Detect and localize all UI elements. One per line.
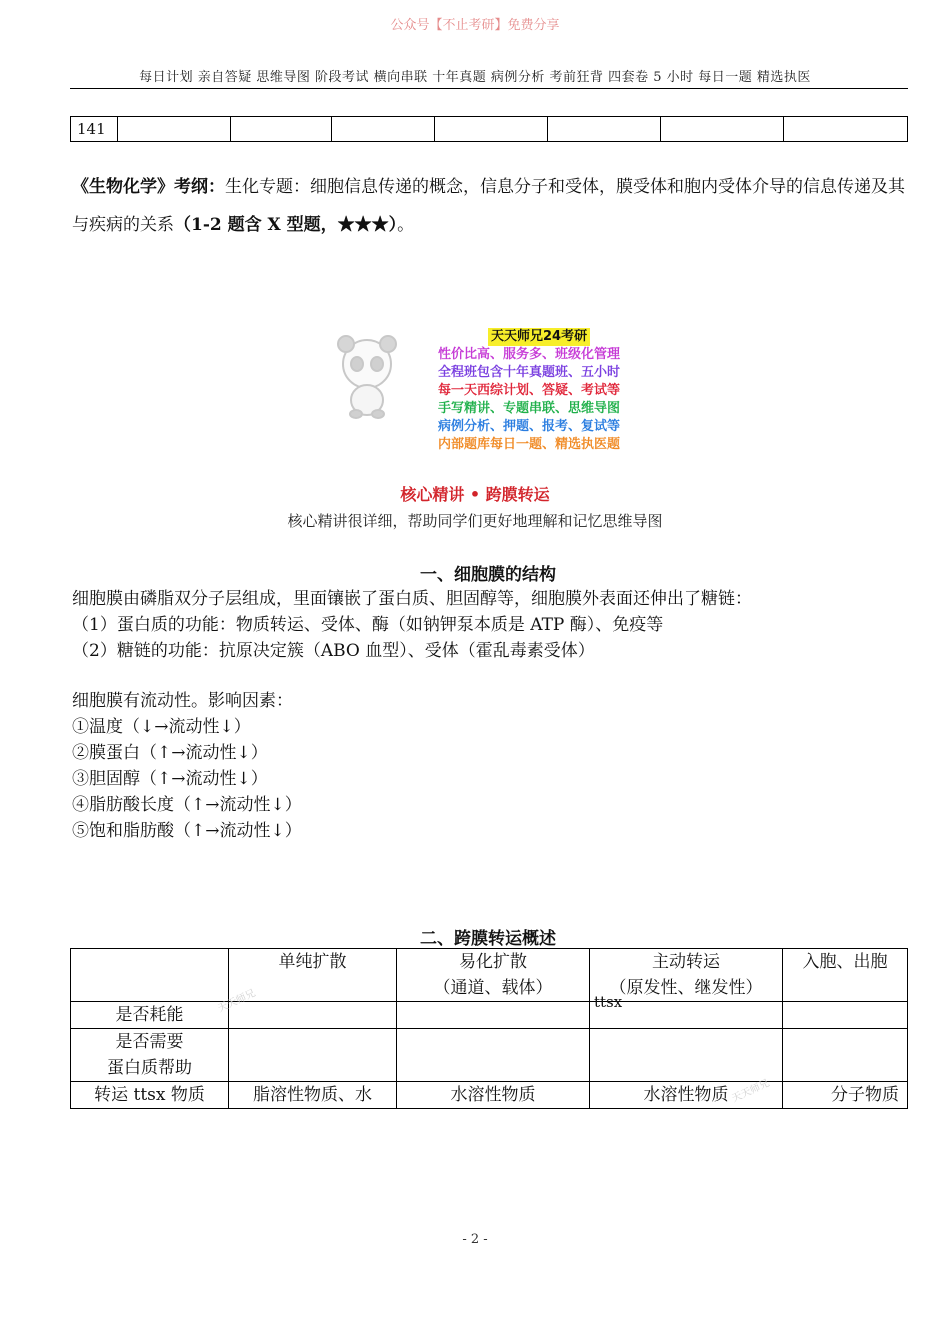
fluidity-factors bbox=[72, 688, 672, 844]
row-label: 是否耗能 bbox=[71, 1002, 229, 1029]
table-header-cell bbox=[71, 949, 229, 1002]
fluidity-factor: ②膜蛋白（↑→流动性↓） bbox=[72, 743, 268, 763]
header-sub: （原发性、继发性） bbox=[609, 978, 763, 998]
table-cell: 脂溶性物质、水 bbox=[229, 1082, 397, 1109]
header-rule bbox=[70, 88, 908, 89]
table-cell bbox=[548, 117, 661, 142]
table-cell: 水溶性物质 bbox=[590, 1082, 783, 1109]
table-row bbox=[71, 117, 908, 142]
fluidity-factor: ⑤饱和脂肪酸（↑→流动性↓） bbox=[72, 821, 302, 841]
table-cell bbox=[661, 117, 784, 142]
row-label: 是否需要 蛋白质帮助 bbox=[71, 1029, 229, 1082]
table-cell bbox=[783, 1002, 908, 1029]
outline-tail: （1-2 题含 X 型题，★★★） bbox=[174, 215, 398, 235]
section-title: 核心精讲 • 跨膜转运 bbox=[400, 485, 550, 504]
heading-membrane-structure: 一、细胞膜的结构 bbox=[420, 565, 556, 585]
promo-line: 病例分析、押题、报考、复试等 bbox=[438, 419, 621, 434]
header-main: 易化扩散 bbox=[459, 952, 527, 972]
panda-mascot-icon bbox=[326, 330, 408, 420]
header-main: 入胞、出胞 bbox=[802, 952, 888, 972]
promo-line: 内部题库每日一题、精选执医题 bbox=[438, 437, 621, 452]
transport-table bbox=[70, 948, 908, 1109]
header-main: 主动转运 bbox=[652, 952, 720, 972]
table-header-cell bbox=[783, 949, 908, 1002]
table-cell: ttsx bbox=[590, 994, 783, 1021]
promo-title: 天天师兄24考研 bbox=[488, 328, 590, 346]
table-cell: 水溶性物质 bbox=[397, 1082, 590, 1109]
table-cell bbox=[229, 1002, 397, 1029]
paragraph-line: 细胞膜由磷脂双分子层组成，里面镶嵌了蛋白质、胆固醇等，细胞膜外表面还伸出了糖链： bbox=[72, 589, 752, 609]
promo-line: 全程班包含十年真题班、五小时 bbox=[438, 365, 621, 380]
continuation-table bbox=[70, 116, 908, 142]
table-cell bbox=[784, 117, 908, 142]
table-cell bbox=[783, 1029, 908, 1082]
table-cell bbox=[397, 1029, 590, 1082]
section-subtitle: 核心精讲很详细，帮助同学们更好地理解和记忆思维导图 bbox=[287, 512, 663, 530]
page-number: - 2 - bbox=[462, 1232, 488, 1247]
heading-transport-overview: 二、跨膜转运概述 bbox=[420, 929, 556, 949]
header-tagline: 每日计划 亲自答疑 思维导图 阶段考试 横向串联 十年真题 病例分析 考前狂背 四套卷 5 小时 每日一题 精选执医 bbox=[139, 70, 811, 85]
table-row bbox=[71, 1082, 908, 1109]
row-label: 转运 ttsx 物质 bbox=[71, 1082, 229, 1109]
promo-line: 性价比高、服务多、班级化管理 bbox=[438, 347, 621, 362]
promo-line: 手写精讲、专题串联、思维导图 bbox=[438, 401, 621, 416]
watermark-banner: 公众号【不止考研】免费分享 bbox=[390, 18, 560, 33]
promo-line: 每一天西综计划、答疑、考试等 bbox=[438, 383, 621, 398]
table-cell bbox=[590, 1029, 783, 1082]
table-cell: 141 bbox=[71, 117, 118, 142]
ghost-watermark: 天天师兄 bbox=[216, 987, 258, 1015]
table-header-cell bbox=[397, 949, 590, 1002]
fluidity-factor: ③胆固醇（↑→流动性↓） bbox=[72, 769, 268, 789]
syllabus-outline bbox=[72, 168, 908, 244]
table-cell bbox=[229, 1029, 397, 1082]
outline-end: 。 bbox=[397, 215, 415, 235]
header-sub: （通道、载体） bbox=[433, 978, 553, 998]
fluidity-factor: ④脂肪酸长度（↑→流动性↓） bbox=[72, 795, 302, 815]
membrane-structure-text bbox=[72, 586, 908, 664]
table-cell: 分子物质 bbox=[783, 1082, 908, 1109]
paragraph-line: （2）糖链的功能：抗原决定簇（ABO 血型）、受体（霍乱毒素受体） bbox=[72, 641, 595, 661]
table-cell bbox=[332, 117, 435, 142]
outline-lead: 《生物化学》考纲： bbox=[72, 177, 225, 197]
header-main: 单纯扩散 bbox=[278, 952, 347, 972]
table-cell bbox=[231, 117, 332, 142]
outline-text: 生化专题：细胞信息传递的概念，信息分子和受体，膜受体和胞内受体介导的信息传递及其与疾病的关系 bbox=[72, 177, 905, 235]
table-cell bbox=[435, 117, 548, 142]
fluidity-factor: ①温度（↓→流动性↓） bbox=[72, 717, 251, 737]
fluidity-intro: 细胞膜有流动性。影响因素： bbox=[72, 691, 293, 711]
table-cell bbox=[397, 1002, 590, 1029]
table-row bbox=[71, 1002, 908, 1029]
table-cell bbox=[118, 117, 231, 142]
paragraph-line: （1）蛋白质的功能：物质转运、受体、酶（如钠钾泵本质是 ATP 酶）、免疫等 bbox=[72, 615, 664, 635]
promo-box bbox=[438, 328, 653, 454]
ghost-watermark: 天天师兄 bbox=[730, 1077, 772, 1105]
table-row bbox=[71, 1029, 908, 1082]
